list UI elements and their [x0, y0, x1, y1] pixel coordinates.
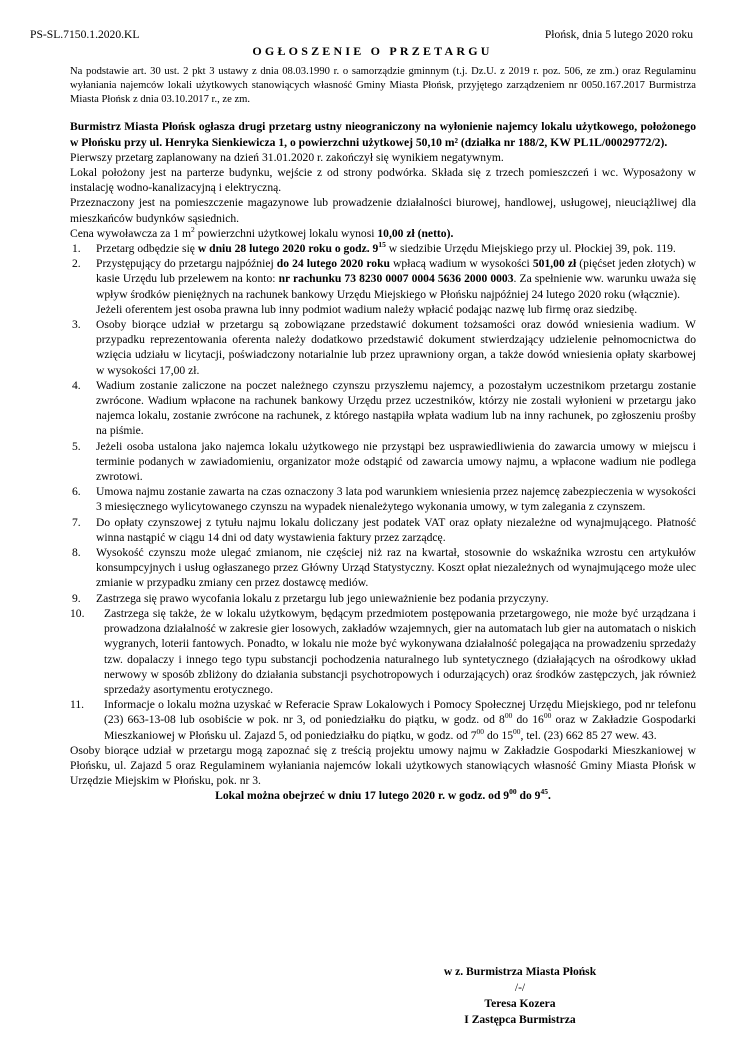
list-item: 1. Przetarg odbędzie się w dniu 28 lutego 2020 roku o godz. $9^{15}$ w siedzibie Urzędu Miejskiego przy ul. Płockiej 39, pok. 119. [72, 240, 676, 256]
closing-paragraph: Osoby biorące udział w przetargu mogą zapoznać się z treścią projektu umowy najmu w Zakładzie Gospodarki Mieszkaniowej w Płońsku, ul. Zajazd 5 oraz Regulaminem wyłaniania najemców lokali użytkowych stanowiących własność Gminy Miasta Płońsk w Urzędzie Miejskim w Płońsku, pok. nr 3. [70, 743, 696, 788]
list-item: 10. Zastrzega się także, że w lokalu użytkowym, będącym przedmiotem postępowania przetargowego, nie może być urządzana i prowadzona działalność w zakresie gier losowych, zakładów wzajemnych, gier na automatach lub gier na automatach o niskich wygranych, loterii fantowych. Ponadto, w lokalu nie może być wykonywana działalność polegająca na prowadzeniu sprzedaży tzw. dopalaczy i innego tego typu substancji pochodzenia naturalnego lub syntetycznego (działających na ośrodkowy układ nerwowy w sposób zbliżony do działania substancji psychotropowych i odurzających) oraz środków zastępczych, jak również sprzedaży asortymentu erotycznego. [70, 606, 696, 696]
list-item: 2. Przystępujący do przetargu najpóźniej do 24 lutego 2020 roku wpłacą wadium w wysokości 501,00 zł (pięćset jeden złotych) w kasie Urzędu lub przelewem na konto: nr rachunku 73 8230 0007 0004 5636 2000 0003. Za spełnienie ww. warunku uważa się wpływ środków pieniężnych na rachunek bankowy Urzędu Miejskiego w Płońsku najpóźniej 24 lutego 2020 roku (włącznie). Jeżeli oferentem jest osoba prawna lub inny podmiot wadium należy wpłacić podając nazwę lub firmę oraz siedzibę. [72, 257, 696, 316]
viewing-info: Lokal można obejrzeć w dniu 17 lutego 2020 r. w godz. od $9^{00}$ do $9^{45}$. [215, 787, 551, 803]
case-reference: PS-SL.7150.1.2020.KL [30, 28, 140, 41]
location-info: Lokal położony jest na parterze budynku, wejście z od strony podwórka. Składa się z trzech pomieszczeń i wc. Wyposażony w instalację wodno-kanalizacyjną i elektryczną. [70, 166, 696, 195]
list-item: 7. Do opłaty czynszowej z tytułu najmu lokalu doliczany jest podatek VAT oraz opłaty niezależne od wynajmującego. Płatność winna nastąpić w ciągu 14 dni od daty wystawienia faktury przez zarządcę. [72, 515, 696, 544]
list-item: 9. Zastrzega się prawo wycofania lokalu z przetargu lub jego unieważnienie bez podania przyczyny. [72, 591, 549, 605]
signatory-role: I Zastępca Burmistrza [464, 1013, 576, 1026]
list-item: 8. Wysokość czynszu może ulegać zmianom, nie częściej niż raz na kwartał, stosownie do wskaźnika wzrostu cen artykułów konsumpcyjnych i usług ogłaszanego przez Główny Urząd Statystyczny. Koszt opłat niezależnych od wynajmującego może ulec zmianie w przypadku zmiany cen przez dostawcę mediów. [72, 546, 696, 590]
signature-block [420, 964, 620, 1028]
document-title: OGŁOSZENIE O PRZETARGU [252, 44, 493, 58]
announcement-heading: Burmistrz Miasta Płońsk ogłasza drugi przetarg ustny nieograniczony na wyłonienie najemcy lokalu użytkowego, położonego w Płońsku przy ul. Henryka Sienkiewicza 1, o powierzchni użytkowej 50,10 m² (działka nr 188/2, KW PL1L/00029772/2). [70, 120, 696, 149]
document-header [30, 27, 693, 43]
list-item: 6. Umowa najmu zostanie zawarta na czas oznaczony 3 lata pod warunkiem wniesienia przez najemcę zabezpieczenia w wysokości 3 miesięcznego wylicytowanego czynszu na wypadek nienależytego wykonania umowy, w tym zalegania z czynszem. [72, 485, 696, 514]
legal-basis: Na podstawie art. 30 ust. 2 pkt 3 ustawy z dnia 08.03.1990 r. o samorządzie gminnym (t.j. Dz.U. z 2019 r. poz. 506, ze zm.) oraz Regulaminu wyłaniania najemców lokali użytkowych stanowiących własność Gminy Miasta Płońsk, przyjętego zarządzeniem nr 0050.167.2017 Burmistrza Miasta Płońsk z dnia 03.10.2017 r., ze zm. [70, 66, 696, 105]
conditions-list [70, 241, 696, 743]
list-item: 3. Osoby biorące udział w przetargu są zobowiązane przedstawić dokument tożsamości oraz dowód wniesienia wadium. W przypadku reprezentowania oferenta należy dodatkowo przedstawić dokument stwierdzający udzielenie pełnomocnictwa do wzięcia udziału w licytacji, poświadczony notarialnie lub przez uprawniony organ, a także dowód wniesienia opłaty skarbowej w wysokości 17,00 zł. [72, 318, 696, 377]
document-date: Płońsk, dnia 5 lutego 2020 roku [544, 28, 693, 41]
list-item: 4. Wadium zostanie zaliczone na poczet należnego czynszu przyszłemu najemcy, a pozostałym uczestnikom przetargu zostanie zwrócone. Wadium wpłacone na rachunek bankowy Urzędu przez uczestników, którzy nie zostali wyłonieni w przetargu jako najemca lokalu, zostanie zwrócone na rachunek, z którego nastąpiła wpłata wadium lub na inny rachunek, po zgłoszeniu prośby na piśmie. [72, 378, 696, 438]
first-tender-info: Pierwszy przetarg zaplanowany na dzień 31.01.2020 r. zakończył się wynikiem negatywnym. [70, 150, 504, 164]
document-body [70, 65, 696, 804]
purpose-info: Przeznaczony jest na pomieszczenie magazynowe lub prowadzenie działalności biurowej, handlowej, usługowej, nieuciążliwej dla mieszkańców budynków sąsiednich. [70, 196, 696, 225]
list-item: 5. Jeżeli osoba ustalona jako najemca lokalu użytkowego nie przystąpi bez usprawiedliwienia do zawarcia umowy w miejscu i terminie podanych w zawiadomieniu, organizator może odstąpić od zawarcia umowy najmu, a wpłacone wadium nie podlega zwrotowi. [72, 439, 696, 484]
list-item: 11. Informacje o lokalu można uzyskać w Referacie Spraw Lokalowych i Pomocy Społecznej Urzędu Miejskiego, pod nr telefonu (23) 663-13-08 lub osobiście w pok. nr 3, od poniedziałku do piątku, w godz. od $8^{00}$ do $16^{00}$ oraz w Zakładzie Gospodarki Mieszkaniowej w Płońsku ul. Zajazd 5, od poniedziałku do piątku, w godz. od $7^{00}$ do $15^{00}$, tel. (23) 662 85 27 wew. 43. [70, 698, 696, 742]
signature-mark: /-/ [514, 981, 526, 994]
signatory-name: Teresa Kozera [484, 997, 556, 1010]
price-info: Cena wywoławcza za 1 $m^2$ powierzchni użytkowej lokalu wynosi 10,00 zł (netto). [70, 224, 454, 240]
signature-title: w z. Burmistrza Miasta Płońsk [443, 965, 597, 978]
